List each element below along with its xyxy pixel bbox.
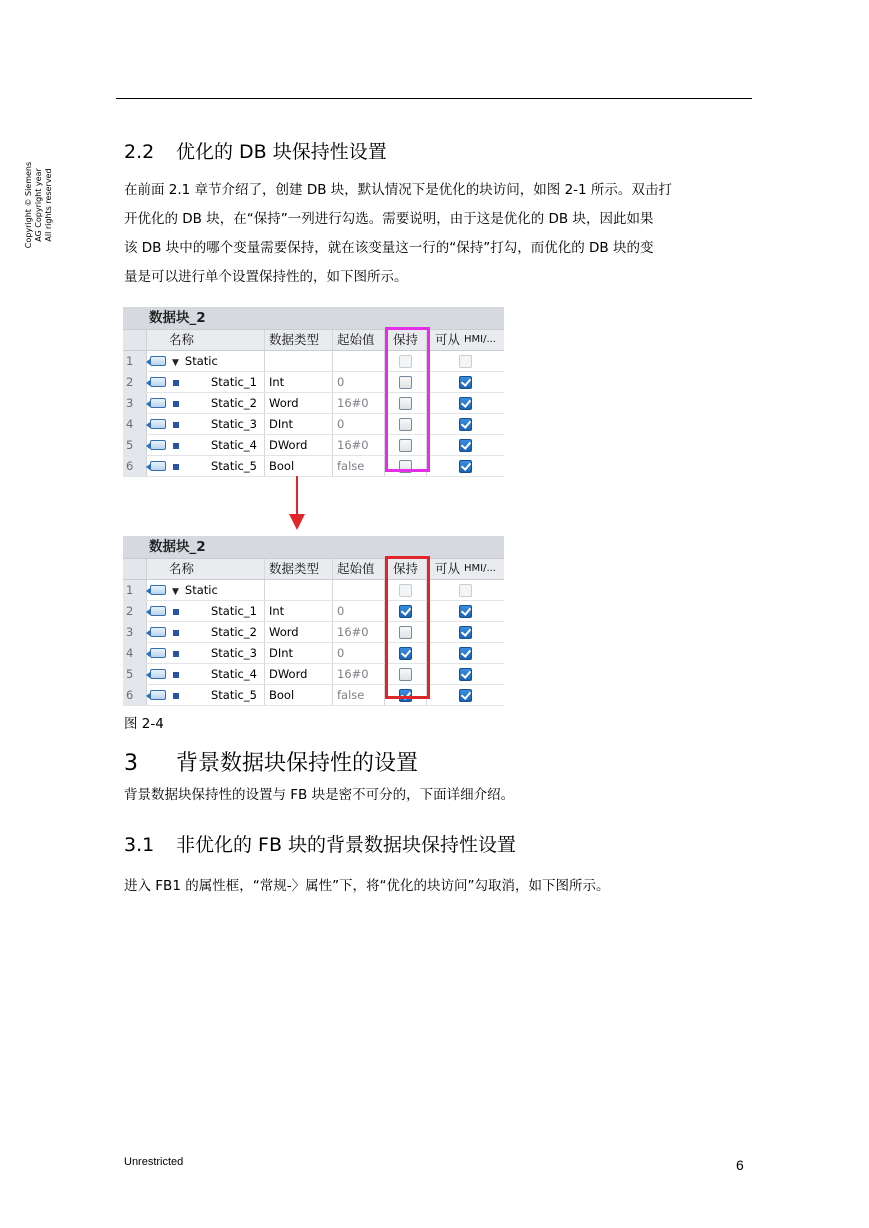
expand-triangle-icon[interactable]: ▼ [172, 587, 179, 597]
table-row[interactable] [123, 601, 504, 622]
table-row[interactable] [123, 435, 504, 456]
db-variable-icon [150, 606, 166, 616]
data-type[interactable] [265, 351, 333, 371]
start-value[interactable]: false [333, 685, 385, 705]
header-start: 起始值 [333, 559, 385, 579]
variable-name[interactable]: Static_5 [211, 688, 257, 702]
element-bullet-icon [173, 609, 179, 615]
data-block-table-after [123, 536, 504, 706]
variable-name[interactable]: Static [184, 354, 218, 368]
section-number: 3 [124, 751, 138, 776]
section-title: 背景数据块保持性的设置 [176, 751, 419, 776]
element-bullet-icon [173, 672, 179, 678]
table-row[interactable] [123, 372, 504, 393]
section-title: 优化的 DB 块保持性设置 [176, 141, 387, 163]
retain-column-highlight [385, 556, 430, 699]
hmi-access-checkbox[interactable] [459, 689, 472, 702]
start-value[interactable]: 16#0 [333, 622, 385, 642]
body-line: 开优化的 DB 块，在“保持”一列进行勾选。需要说明，由于这是优化的 DB 块，因此如果 [124, 211, 654, 227]
data-type[interactable]: Bool [265, 456, 333, 476]
db-variable-icon [150, 669, 166, 679]
table-row[interactable] [123, 622, 504, 643]
body-line: 量是可以进行单个设置保持性的，如下图所示。 [124, 269, 408, 285]
db-variable-icon [150, 461, 166, 471]
arrow-head-icon [289, 514, 305, 530]
start-value[interactable]: 0 [333, 601, 385, 621]
header-retain: 保持 [385, 559, 427, 579]
row-index: 3 [123, 622, 147, 642]
element-bullet-icon [173, 651, 179, 657]
header-retain: 保持 [385, 330, 427, 350]
header-hmi-suffix: HMI/... [463, 334, 496, 345]
header-name: 名称 [169, 330, 265, 350]
row-index: 4 [123, 643, 147, 663]
table-title: 数据块_2 [123, 307, 504, 330]
variable-name[interactable]: Static [184, 583, 218, 597]
data-type[interactable]: DInt [265, 643, 333, 663]
table-row[interactable] [123, 685, 504, 706]
hmi-access-checkbox [459, 355, 472, 368]
section-heading-2-2 [124, 140, 387, 164]
body-line: 该 DB 块中的哪个变量需要保持，就在该变量这一行的“保持”打勾，而优化的 DB 块的变 [124, 240, 654, 256]
row-index: 2 [123, 601, 147, 621]
hmi-access-checkbox[interactable] [459, 397, 472, 410]
hmi-access-checkbox[interactable] [459, 647, 472, 660]
page-number: 6 [736, 1157, 744, 1173]
section-2-2-body [124, 176, 744, 292]
table-row[interactable] [123, 351, 504, 372]
hmi-access-checkbox[interactable] [459, 668, 472, 681]
row-index: 1 [123, 351, 147, 371]
table-row[interactable] [123, 456, 504, 477]
body-line: 在前面 2.1 章节介绍了，创建 DB 块，默认情况下是优化的块访问，如图 2-1 所示。双击打 [124, 182, 672, 198]
table-header [123, 559, 504, 580]
header-start: 起始值 [333, 330, 385, 350]
db-variable-icon [150, 419, 166, 429]
row-index: 4 [123, 414, 147, 434]
table-row[interactable] [123, 580, 504, 601]
element-bullet-icon [173, 380, 179, 386]
start-value[interactable]: 16#0 [333, 393, 385, 413]
table-title: 数据块_2 [123, 536, 504, 559]
table-row[interactable] [123, 414, 504, 435]
element-bullet-icon [173, 464, 179, 470]
start-value[interactable]: false [333, 456, 385, 476]
footer-classification: Unrestricted [124, 1156, 184, 1168]
copyright-notice [24, 150, 68, 260]
down-arrow-icon [296, 476, 298, 518]
section-title: 非优化的 FB 块的背景数据块保持性设置 [176, 834, 517, 856]
section-number: 2.2 [124, 141, 155, 163]
data-type[interactable]: DWord [265, 435, 333, 455]
element-bullet-icon [173, 422, 179, 428]
variable-name[interactable]: Static_1 [211, 375, 257, 389]
header-hmi-prefix: 可从 [434, 561, 460, 576]
element-bullet-icon [173, 630, 179, 636]
db-variable-icon [150, 585, 166, 595]
row-index: 2 [123, 372, 147, 392]
table-row[interactable] [123, 643, 504, 664]
copyright-line: Copyright © Siemens [24, 161, 33, 249]
data-type[interactable]: Bool [265, 685, 333, 705]
db-variable-icon [150, 440, 166, 450]
expand-triangle-icon[interactable]: ▼ [172, 358, 179, 368]
hmi-access-checkbox[interactable] [459, 418, 472, 431]
header-name: 名称 [169, 559, 265, 579]
header-hmi-suffix: HMI/... [463, 563, 496, 574]
start-value[interactable]: 0 [333, 414, 385, 434]
copyright-line: AG Copyright year [34, 168, 43, 242]
variable-name[interactable]: Static_3 [211, 417, 257, 431]
section-heading-3 [124, 750, 418, 778]
element-bullet-icon [173, 693, 179, 699]
hmi-access-checkbox[interactable] [459, 439, 472, 452]
row-index: 1 [123, 580, 147, 600]
header-type: 数据类型 [265, 559, 333, 579]
variable-name[interactable]: Static_2 [211, 625, 257, 639]
retain-column-highlight [385, 327, 430, 472]
db-variable-icon [150, 377, 166, 387]
data-type[interactable]: DInt [265, 414, 333, 434]
figure-caption: 图 2-4 [124, 716, 164, 732]
element-bullet-icon [173, 443, 179, 449]
variable-name[interactable]: Static_4 [211, 438, 257, 452]
start-value[interactable]: 0 [333, 643, 385, 663]
start-value[interactable]: 16#0 [333, 664, 385, 684]
header-index [123, 330, 147, 350]
variable-name[interactable]: Static_1 [211, 604, 257, 618]
hmi-access-checkbox [459, 584, 472, 597]
header-hmi [427, 559, 504, 579]
section-heading-3-1 [124, 833, 516, 857]
hmi-access-checkbox[interactable] [459, 376, 472, 389]
variable-name[interactable]: Static_4 [211, 667, 257, 681]
start-value[interactable] [333, 580, 385, 600]
section-3-1-body: 进入 FB1 的属性框，“常规-〉属性”下，将“优化的块访问”勾取消，如下图所示。 [124, 878, 610, 894]
copyright-line: All rights reserved [44, 168, 53, 242]
hmi-access-checkbox[interactable] [459, 460, 472, 473]
row-index: 6 [123, 456, 147, 476]
header-type: 数据类型 [265, 330, 333, 350]
element-bullet-icon [173, 401, 179, 407]
variable-name[interactable]: Static_5 [211, 459, 257, 473]
header-hmi [427, 330, 504, 350]
data-type[interactable]: DWord [265, 664, 333, 684]
db-variable-icon [150, 690, 166, 700]
header-index [123, 559, 147, 579]
header-rule [116, 98, 752, 99]
db-variable-icon [150, 627, 166, 637]
data-type[interactable]: Int [265, 601, 333, 621]
data-block-table-before [123, 307, 504, 477]
db-variable-icon [150, 398, 166, 408]
data-type[interactable] [265, 580, 333, 600]
variable-name[interactable]: Static_2 [211, 396, 257, 410]
table-row[interactable] [123, 664, 504, 685]
table-header [123, 330, 504, 351]
data-type[interactable]: Word [265, 622, 333, 642]
db-variable-icon [150, 648, 166, 658]
row-index: 3 [123, 393, 147, 413]
data-type[interactable]: Int [265, 372, 333, 392]
hmi-access-checkbox[interactable] [459, 626, 472, 639]
section-3-body: 背景数据块保持性的设置与 FB 块是密不可分的，下面详细介绍。 [124, 787, 515, 803]
start-value[interactable]: 16#0 [333, 435, 385, 455]
row-index: 6 [123, 685, 147, 705]
table-row[interactable] [123, 393, 504, 414]
start-value[interactable] [333, 351, 385, 371]
data-type[interactable]: Word [265, 393, 333, 413]
start-value[interactable]: 0 [333, 372, 385, 392]
row-index: 5 [123, 435, 147, 455]
hmi-access-checkbox[interactable] [459, 605, 472, 618]
section-number: 3.1 [124, 834, 155, 856]
variable-name[interactable]: Static_3 [211, 646, 257, 660]
row-index: 5 [123, 664, 147, 684]
header-hmi-prefix: 可从 [434, 332, 460, 347]
db-variable-icon [150, 356, 166, 366]
